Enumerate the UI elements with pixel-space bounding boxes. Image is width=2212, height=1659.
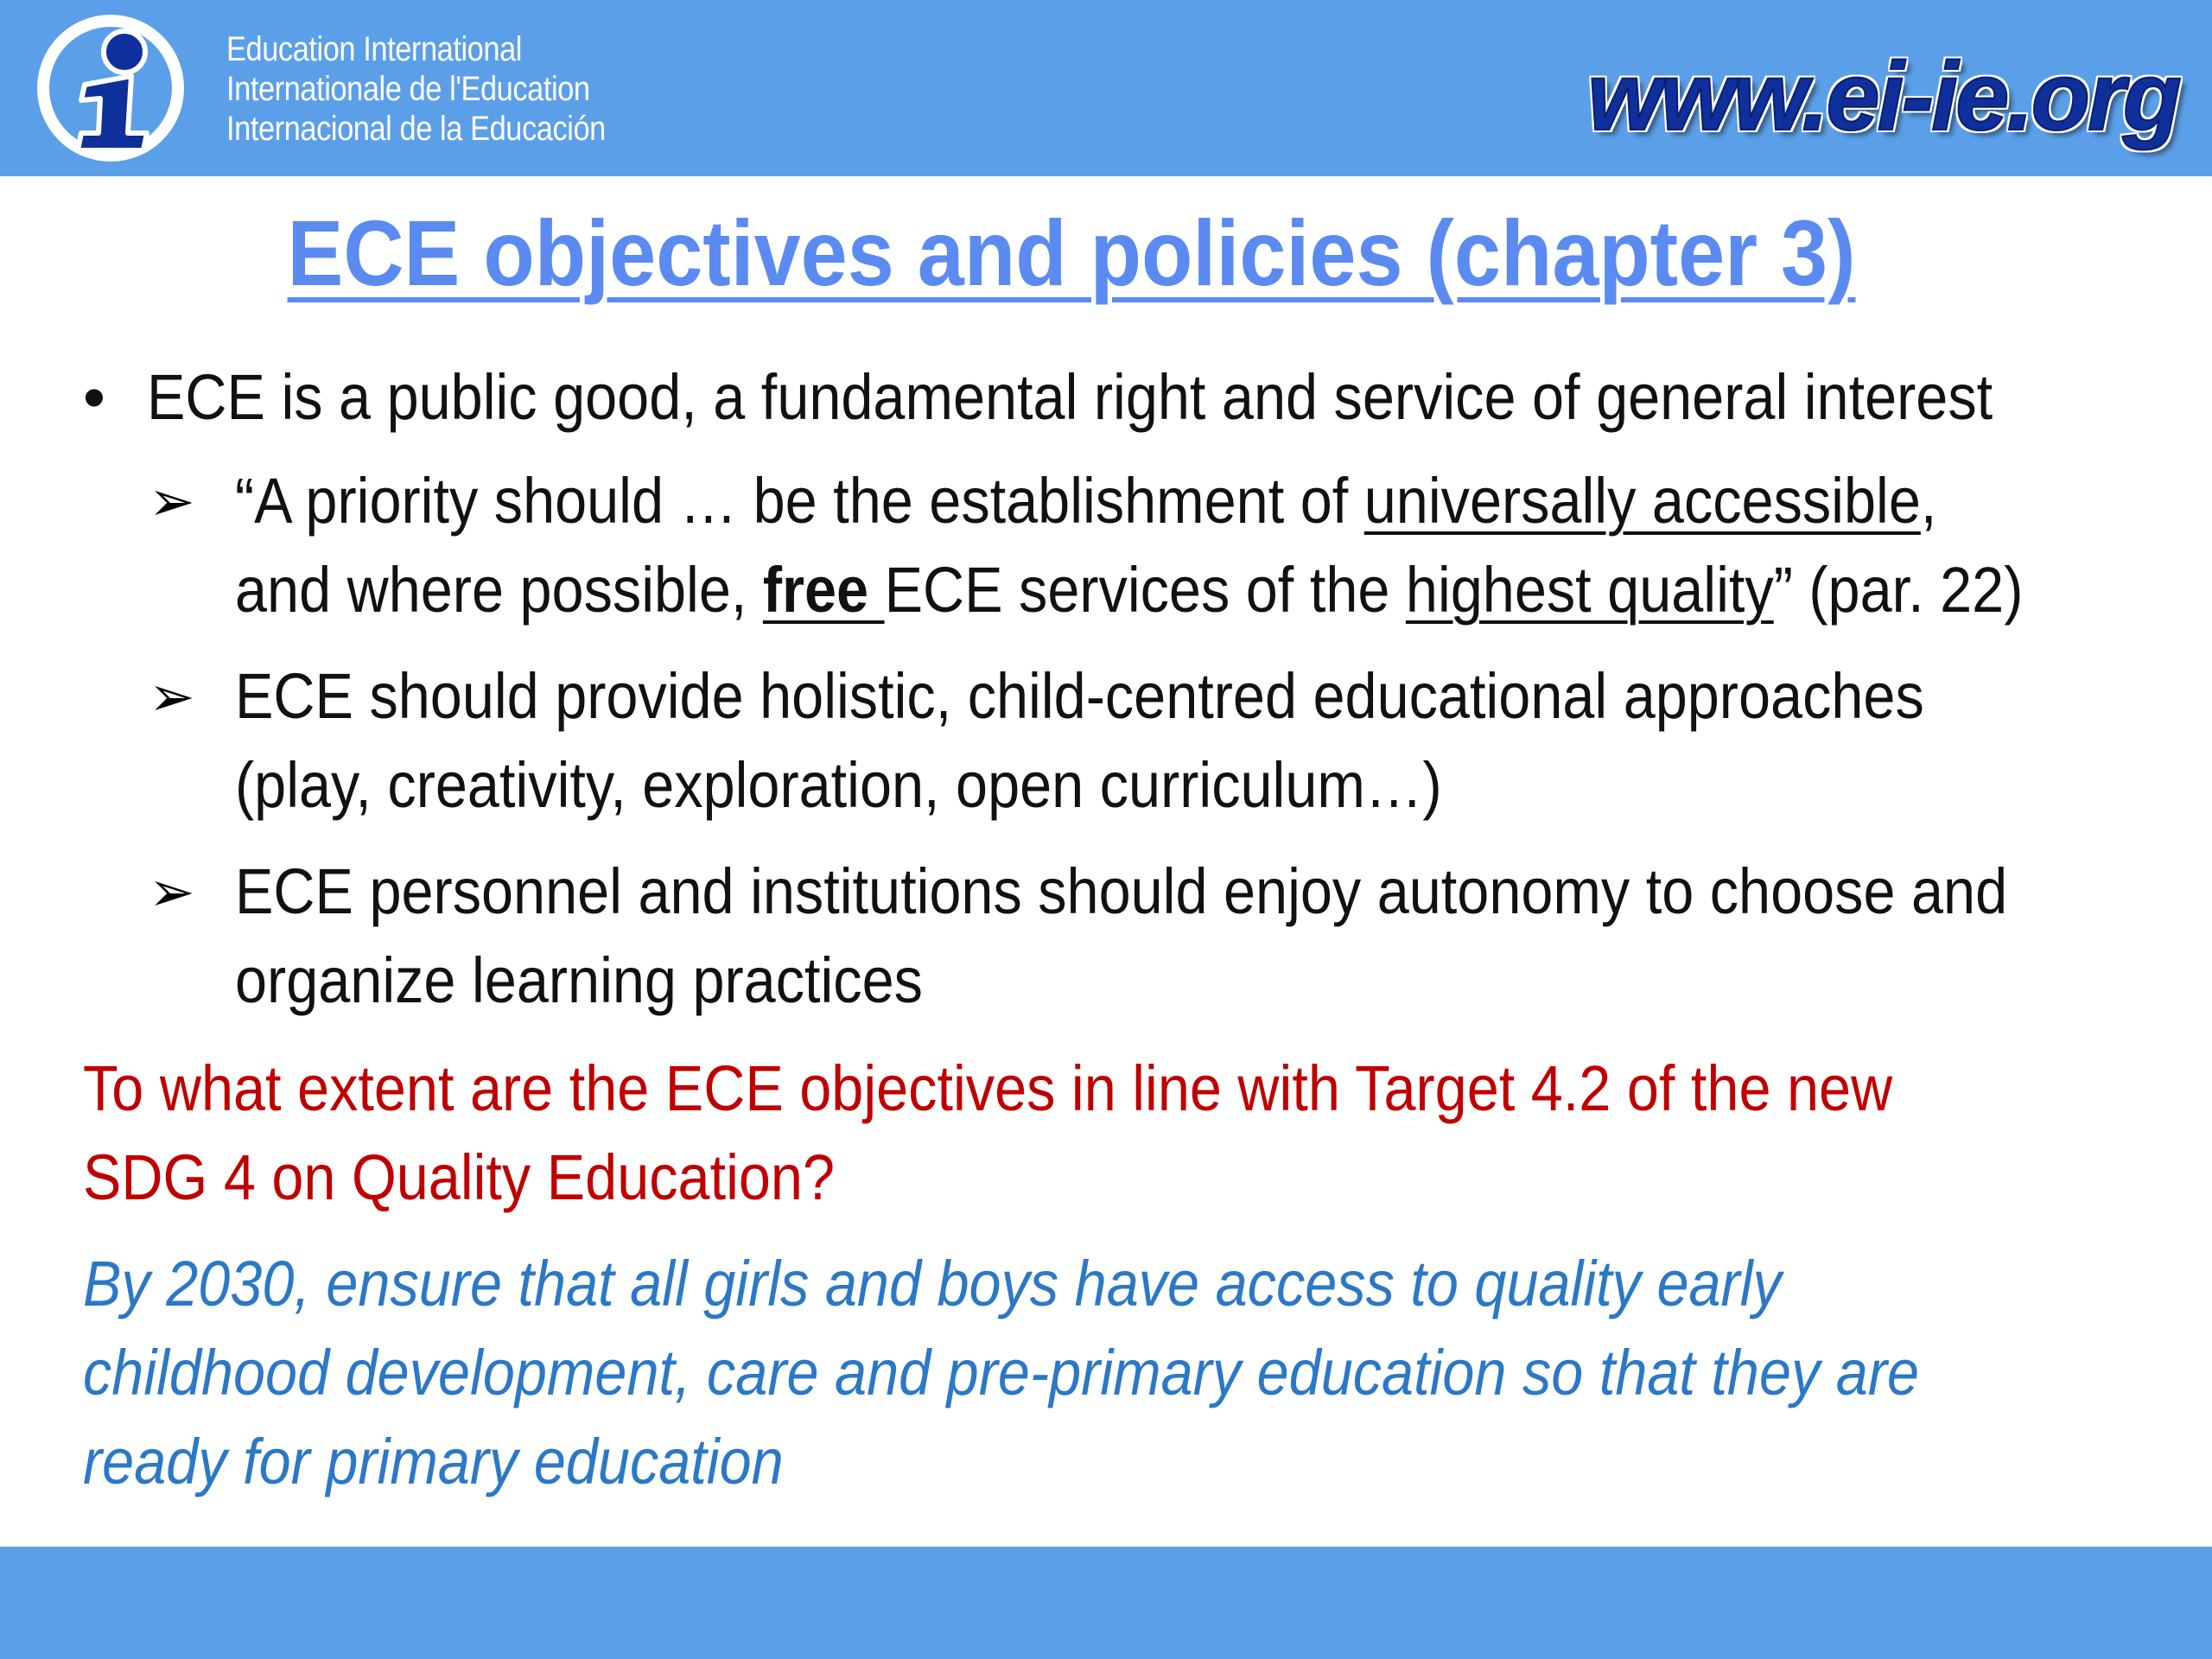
slide-title: ECE objectives and policies (chapter 3)	[287, 200, 1856, 305]
arrow-bullet-icon: ➢	[149, 665, 195, 728]
subpoint-1-line-1	[235, 458, 1936, 544]
org-name-fr: Internationale de l'Education	[226, 70, 590, 108]
subpoint-1-text-3: ECE services of the	[884, 554, 1406, 626]
bullet-marker: •	[83, 361, 105, 433]
target-quote-line-1: By 2030, ensure that all girls and boys have access to quality early	[83, 1248, 1782, 1319]
free-emphasis: free	[762, 554, 885, 626]
subpoint-3-line-2: organize learning practices	[235, 944, 923, 1016]
target-quote-line-2: childhood development, care and pre-primary education so that they are	[83, 1337, 1920, 1408]
arrow-bullet-icon: ➢	[149, 470, 195, 532]
highest-quality-emphasis: highest quality	[1405, 554, 1774, 626]
target-quote-line-3: ready for primary education	[83, 1426, 784, 1497]
subpoint-2-line-2: (play, creativity, exploration, open curriculum…)	[235, 749, 1442, 821]
subpoint-1-line-2	[235, 547, 2023, 633]
subpoint-2-line-1: ECE should provide holistic, child-centred educational approaches	[235, 660, 1924, 732]
org-names	[226, 29, 606, 149]
question-line-1: To what extent are the ECE objectives in line with Target 4.2 of the new	[83, 1052, 1893, 1124]
subpoint-3-line-1: ECE personnel and institutions should enjoy autonomy to choose and	[235, 855, 2008, 927]
question-line-2: SDG 4 on Quality Education?	[83, 1141, 836, 1213]
header-band	[0, 0, 2212, 176]
footer-band	[0, 1547, 2212, 1659]
arrow-bullet-icon: ➢	[149, 861, 195, 923]
org-name-es: Internacional de la Educación	[226, 110, 606, 148]
org-name-en: Education International	[226, 30, 523, 68]
website-link[interactable]: www.ei-ie.org	[1587, 42, 2179, 150]
ei-logo-icon	[35, 12, 187, 164]
bullet-text: ECE is a public good, a fundamental right and service of general interest	[147, 361, 1993, 433]
subpoint-1-citation: ” (par. 22)	[1773, 554, 2024, 626]
subpoint-1-underlined: universally accessible	[1363, 465, 1921, 537]
subpoint-1-text-2: and where possible,	[235, 554, 763, 626]
subpoint-1-text: “A priority should … be the establishment of	[235, 465, 1364, 537]
subpoint-1-comma: ,	[1920, 465, 1937, 537]
